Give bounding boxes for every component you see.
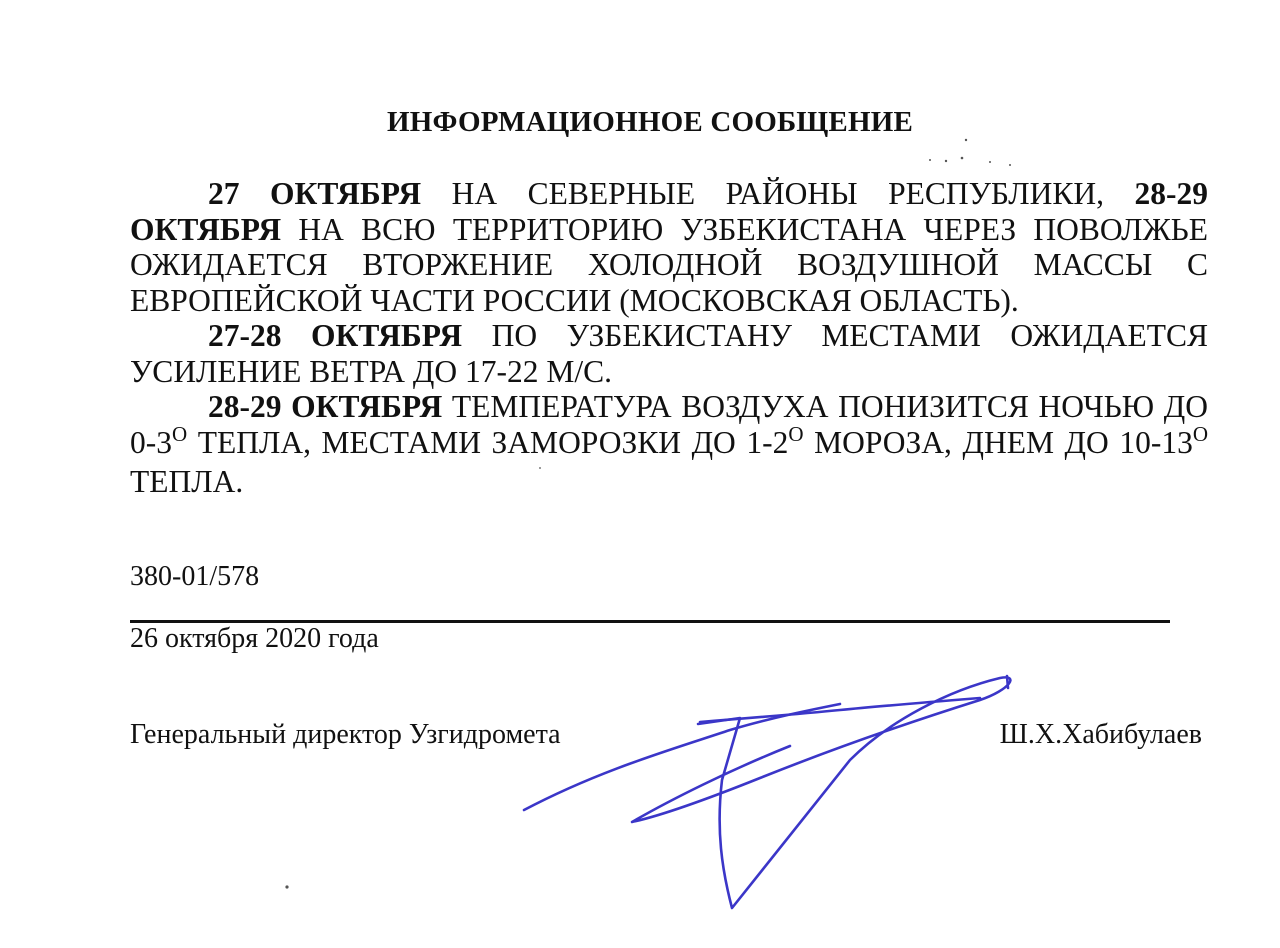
date-bold: 28-29 ОКТЯБРЯ (208, 389, 443, 424)
paragraph-wind (130, 318, 1208, 389)
degree-sign: О (1192, 421, 1209, 446)
paragraph-text: ТЕПЛА, МЕСТАМИ ЗАМОРОЗКИ ДО 1-2 (187, 424, 789, 460)
message-body (130, 176, 1208, 500)
paragraph-text: ТЕМПЕРАТУРА ВОЗДУХА ПОНИЗИТСЯ НОЧЬЮ ДО 0-3 (130, 389, 1208, 460)
paragraph-temperature (130, 389, 1208, 500)
paragraph-cold-front (130, 176, 1208, 318)
signatory-position: Генеральный директор Узгидромета (130, 719, 561, 750)
degree-sign: О (788, 421, 804, 446)
paragraph-text: МОРОЗА, ДНЕМ ДО 10-13 (803, 424, 1193, 460)
document-title: ИНФОРМАЦИОННОЕ СООБЩЕНИЕ (386, 106, 914, 138)
signatory-name: Ш.Х.Хабибулаев (999, 719, 1202, 750)
document-date: 26 октября 2020 года (130, 623, 379, 654)
paragraph-text: ТЕПЛА. (130, 464, 244, 499)
paragraph-text: НА ВСЮ ТЕРРИТОРИЮ УЗБЕКИСТАНА ЧЕРЕЗ ПОВОЛЖЬЕ ОЖИДАЕТСЯ ВТОРЖЕНИЕ ХОЛОДНОЙ ВОЗДУШНОЙ МАССЫ С ЕВРОПЕЙСКОЙ ЧАСТИ РОССИИ (МОСКОВСКАЯ ОБЛАСТЬ). (130, 211, 1208, 318)
date-bold: 28-29 ОКТЯБРЯ (130, 176, 1208, 247)
degree-sign: О (172, 421, 188, 446)
paragraph-text: ПО УЗБЕКИСТАНУ МЕСТАМИ ОЖИДАЕТСЯ УСИЛЕНИЕ ВЕТРА ДО 17-22 М/С. (130, 318, 1208, 389)
registration-number: 380-01/578 (130, 561, 260, 592)
handwritten-signature (510, 660, 1030, 920)
paragraph-text: НА СЕВЕРНЫЕ РАЙОНЫ РЕСПУБЛИКИ, (421, 176, 1135, 211)
date-bold: 27 ОКТЯБРЯ (208, 176, 422, 211)
date-bold: 27-28 ОКТЯБРЯ (208, 318, 463, 353)
